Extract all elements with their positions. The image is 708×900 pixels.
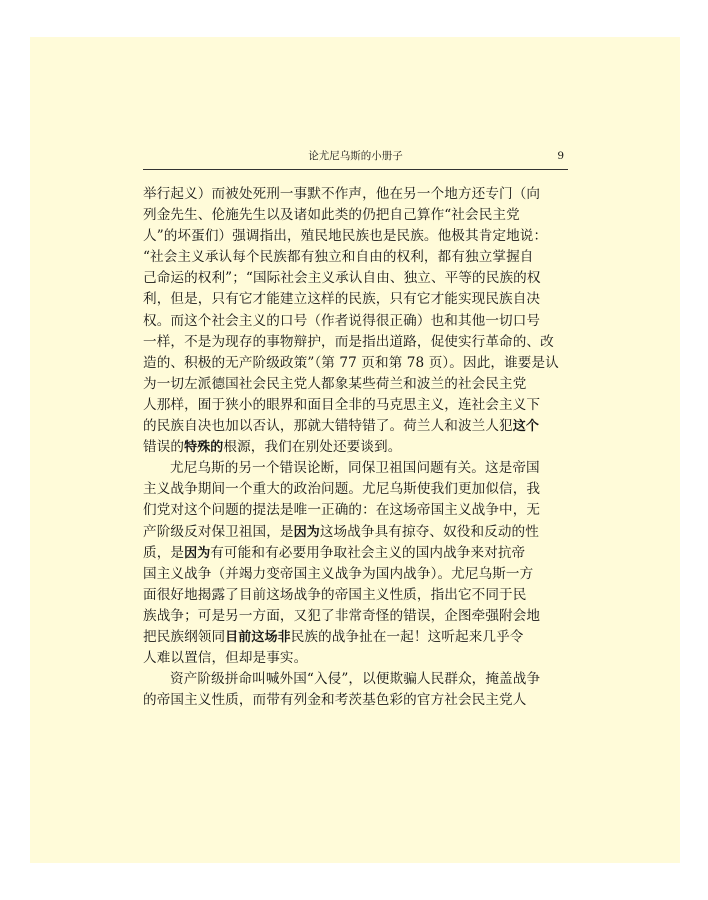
text-run: 面很好地揭露了目前这场战争的帝国主义性质，指出它不同于民 <box>143 586 527 603</box>
text-line <box>143 669 573 690</box>
text-run: 为一切左派德国社会民主党人都象某些荷兰和波兰的社会民主党 <box>143 375 527 392</box>
text-run: 国主义战争（并竭力变帝国主义战争为国内战争）。尤尼乌斯一方 <box>143 565 534 582</box>
text-run: 族战争；可是另一方面，又犯了非常奇怪的错误，企图牵强附会地 <box>143 607 541 624</box>
text-line <box>143 437 573 458</box>
text-run: 己命运的权利”；“国际社会主义承认自由、独立、平等的民族的权 <box>143 270 541 287</box>
text-line <box>143 564 573 585</box>
text-line <box>143 585 573 606</box>
emphasis-text: 这个 <box>512 419 539 435</box>
text-line <box>143 395 573 416</box>
emphasis-text: 特殊的 <box>184 440 224 456</box>
page-number: 9 <box>557 150 564 162</box>
text-run: 尤尼乌斯的另一个错误论断，同保卫祖国问题有关。这是帝国 <box>170 460 540 477</box>
text-line <box>143 543 573 564</box>
text-line <box>143 458 573 479</box>
text-line <box>143 522 573 543</box>
text-line <box>143 205 573 226</box>
text-run: 列金先生、伦施先生以及诸如此类的仍把自己算作“社会民主党 <box>143 207 520 224</box>
text-run: 们党对这个问题的提法是唯一正确的：在这场帝国主义战争中，无 <box>143 502 541 519</box>
text-line <box>143 289 573 310</box>
text-run: 这场战争具有掠夺、奴役和反动的性 <box>319 523 539 540</box>
text-run: 质，是 <box>143 544 185 561</box>
header-title: 论尤尼乌斯的小册子 <box>308 150 403 162</box>
running-header <box>143 148 568 170</box>
text-run: 举行起义）而被处死刑一事默不作声，他在另一个地方还专门（向 <box>143 186 541 202</box>
paragraph <box>143 184 573 458</box>
text-run: 民族的战争扯在一起！这听起来几乎令 <box>290 628 524 645</box>
text-run: 人”的坏蛋们）强调指出，殖民地民族也是民族。他极其肯定地说： <box>143 228 548 245</box>
text-line <box>143 247 573 268</box>
text-line <box>143 226 573 247</box>
text-run: 人难以置信，但却是事实。 <box>143 650 308 667</box>
text-line <box>143 500 573 521</box>
emphasis-text: 目前这场非 <box>225 629 291 645</box>
text-line <box>143 332 573 353</box>
text-run: 错误的 <box>143 439 185 456</box>
emphasis-text: 因为 <box>293 524 320 540</box>
text-line <box>143 606 573 627</box>
text-line <box>143 479 573 500</box>
text-line <box>143 268 573 289</box>
text-run: 的民族自决也加以否认，那就大错特错了。荷兰人和波兰人犯 <box>143 418 513 435</box>
text-run: 主义战争期间一个重大的政治问题。尤尼乌斯使我们更加似信，我 <box>143 481 541 498</box>
text-run: 有可能和有必要用争取社会主义的国内战争来对抗帝 <box>210 544 526 561</box>
text-line <box>143 184 573 205</box>
paragraph <box>143 669 573 711</box>
text-run: 产阶级反对保卫祖国，是 <box>143 523 294 540</box>
text-run: 利，但是，只有它才能建立这样的民族，只有它才能实现民族自决 <box>143 291 541 308</box>
text-run: 人那样，囿于狭小的眼界和面目全非的马克思主义，连社会主义下 <box>143 396 541 413</box>
text-run: “社会主义承认每个民族都有独立和自由的权利，都有独立掌握自 <box>143 249 534 266</box>
paragraph <box>143 458 573 669</box>
text-run: 权。而这个社会主义的口号（作者说得很正确）也和其他一切口号 <box>143 312 541 329</box>
text-run: 根源，我们在别处还要谈到。 <box>223 439 402 456</box>
text-run: 的帝国主义性质，而带有列金和考茨基色彩的官方社会民主党人 <box>143 692 527 709</box>
text-run: 把民族纲领同 <box>143 628 226 645</box>
body-text <box>143 184 573 711</box>
text-line <box>143 416 573 437</box>
text-line <box>143 627 573 648</box>
text-run: 资产阶级拼命叫喊外国“入侵”，以便欺骗人民群众，掩盖战争 <box>170 671 541 688</box>
text-line <box>143 374 573 395</box>
emphasis-text: 因为 <box>184 545 211 561</box>
text-line <box>143 353 573 374</box>
text-run: 一样，不是为现存的事物辩护，而是指出道路，促使实行革命的、改 <box>143 333 554 350</box>
text-line <box>143 648 573 669</box>
text-line <box>143 690 573 711</box>
text-line <box>143 311 573 332</box>
text-run: 造的、积极的无产阶级政策”（第 77 页和第 78 页）。因此，谁要是认 <box>143 354 559 371</box>
